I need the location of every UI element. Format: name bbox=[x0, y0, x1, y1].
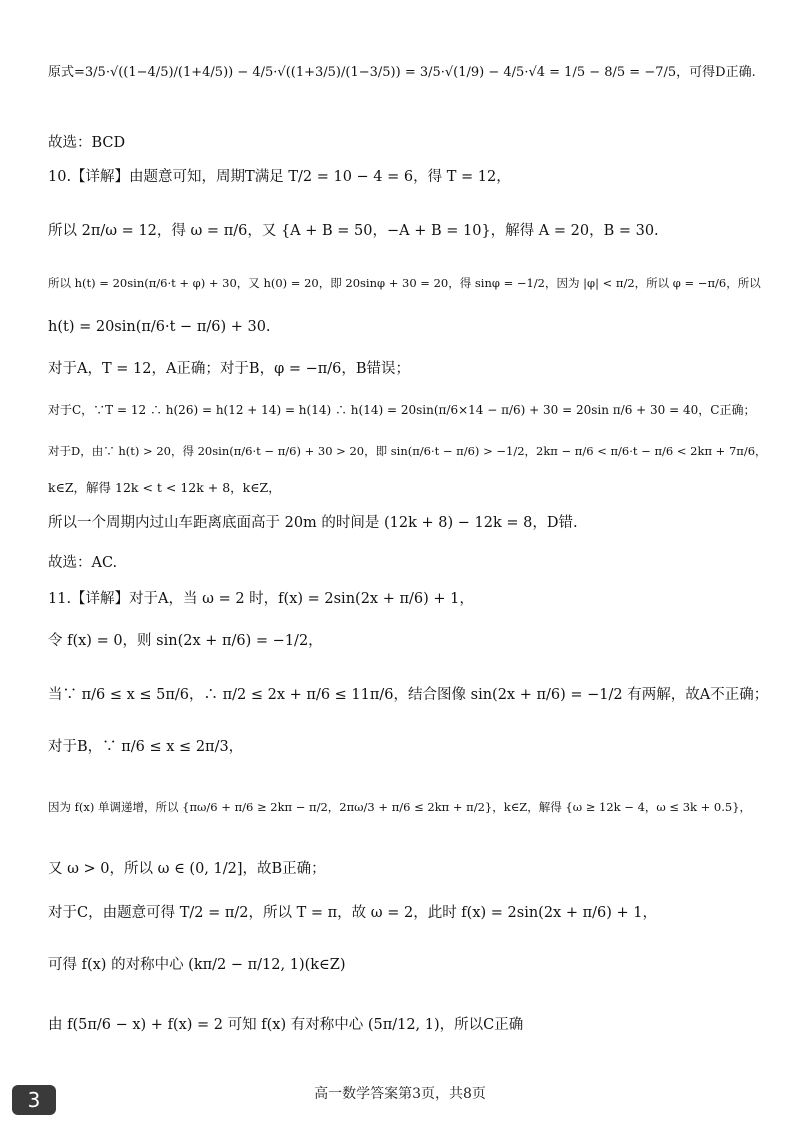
solution-line-12: 故选：AC. bbox=[48, 555, 118, 571]
solution-line-21: 由 f(5π/6 − x) + f(x) = 2 可知 f(x) 有对称中心 (5π/12, 1)，所以C正确 bbox=[48, 1017, 524, 1033]
solution-line-6: h(t) = 20sin(π/6·t − π/6) + 30. bbox=[48, 319, 271, 335]
solution-line-2: 故选：BCD bbox=[48, 135, 126, 151]
solution-line-7: 对于A，T = 12，A正确；对于B，φ = −π/6，B错误； bbox=[48, 361, 411, 377]
solution-line-11: 所以一个周期内过山车距离底面高于 20m 的时间是 (12k + 8) − 12k = 8，D错. bbox=[48, 515, 578, 531]
solution-line-13: 11.【详解】对于A，当 ω = 2 时，f(x) = 2sin(2x + π/6) + 1， bbox=[48, 591, 474, 607]
solution-line-9: 对于D，由∵ h(t) > 20，得 20sin(π/6·t − π/6) + 30 > 20，即 sin(π/6·t − π/6) > −1/2，2kπ − π/6 < π/6·t − π/6 < 2kπ + 7π/6， bbox=[48, 444, 767, 458]
solution-line-14: 令 f(x) = 0，则 sin(2x + π/6) = −1/2， bbox=[48, 633, 323, 649]
solution-line-8: 对于C，∵T = 12 ∴ h(26) = h(12 + 14) = h(14) ∴ h(14) = 20sin(π/6×14 − π/6) + 30 = 20sin π/6 + 30 = 40，C正确； bbox=[48, 403, 756, 417]
solution-line-3: 10.【详解】由题意可知，周期T满足 T/2 = 10 − 4 = 6，得 T = 12， bbox=[48, 169, 511, 185]
solution-line-15: 当∵ π/6 ≤ x ≤ 5π/6，∴ π/2 ≤ 2x + π/6 ≤ 11π/6，结合图像 sin(2x + π/6) = −1/2 有两解，故A不正确； bbox=[48, 687, 769, 703]
page-footer: 高一数学答案第3页，共8页 bbox=[314, 1086, 486, 1102]
solution-line-20: 可得 f(x) 的对称中心 (kπ/2 − π/12, 1)(k∈Z) bbox=[48, 957, 346, 973]
solution-line-4: 所以 2π/ω = 12，得 ω = π/6，又 {A + B = 50，−A + B = 10}，解得 A = 20，B = 30. bbox=[48, 223, 659, 239]
solution-line-19: 对于C，由题意可得 T/2 = π/2，所以 T = π，故 ω = 2，此时 f(x) = 2sin(2x + π/6) + 1， bbox=[48, 905, 657, 921]
solution-line-18: 又 ω > 0，所以 ω ∈ (0, 1/2]，故B正确； bbox=[48, 861, 326, 877]
page-number-badge: 3 bbox=[12, 1085, 56, 1115]
solution-line-5: 所以 h(t) = 20sin(π/6·t + φ) + 30，又 h(0) = 20，即 20sinφ + 30 = 20，得 sinφ = −1/2，因为 |φ| < π/2，所以 φ = −π/6，所以 bbox=[48, 276, 761, 290]
solution-line-16: 对于B，∵ π/6 ≤ x ≤ 2π/3， bbox=[48, 739, 244, 755]
solution-line-1: 原式=3/5·√((1−4/5)/(1+4/5)) − 4/5·√((1+3/5)/(1−3/5)) = 3/5·√(1/9) − 4/5·√4 = 1/5 − 8/5 = −7/5，可得D正确. bbox=[48, 65, 756, 80]
solution-line-17: 因为 f(x) 单调递增，所以 {πω/6 + π/6 ≥ 2kπ − π/2，2πω/3 + π/6 ≤ 2kπ + π/2}，k∈Z，解得 {ω ≥ 12k − 4，ω ≤ 3k + 0.5}， bbox=[48, 800, 752, 814]
solution-line-10: k∈Z，解得 12k < t < 12k + 8，k∈Z， bbox=[48, 480, 281, 495]
